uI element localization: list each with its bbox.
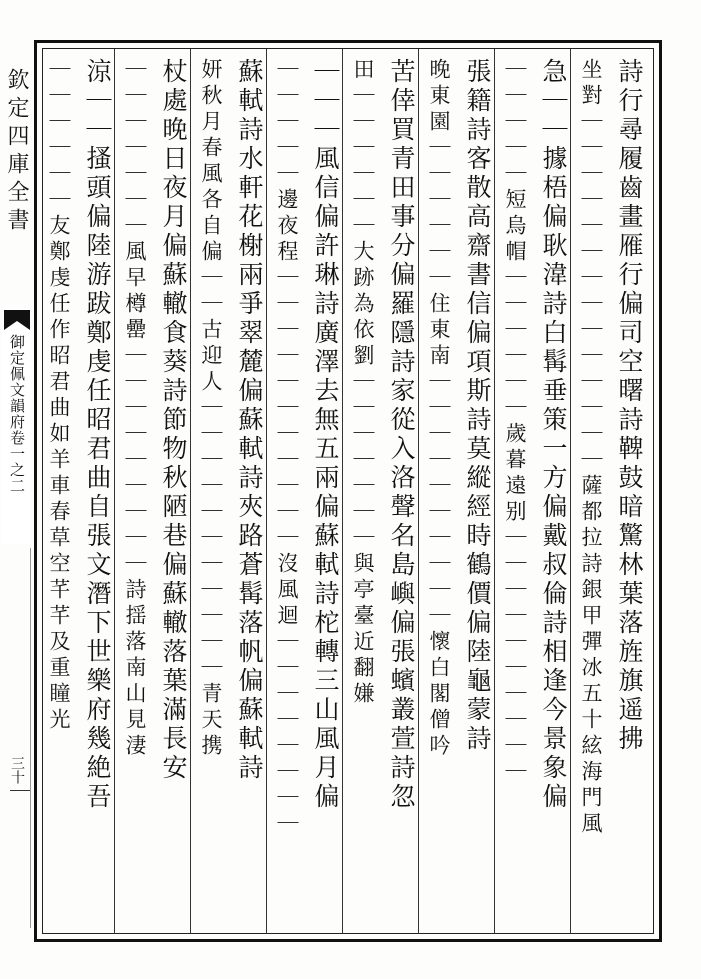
margin-chapter-label: 御定佩文韻府卷一之二 [8,334,26,494]
column-rule [342,49,343,933]
text-column: 苦倖買青田事分偏羅隱詩家從入洛聲名島嶼偏張蠙叢萱詩忽 [387,58,416,812]
text-column: 張籍詩客散高齋書信偏項斯詩莫縱經時鶴價偏陸龜蒙詩 [463,58,492,754]
text-column: 涼｜｜搔頭偏陸游跋鄭虔任昭君曲自張文潛下世樂府幾絶吾 [83,58,112,812]
column-rule [570,49,571,933]
margin-divider [10,790,30,791]
text-column: ｜｜｜｜｜邊夜程｜｜｜｜｜｜｜｜｜｜｜沒風迴｜｜｜｜｜｜｜｜ [275,58,299,838]
column-rule [266,49,267,933]
text-column: 田｜｜｜｜｜｜大跡為依劉｜｜｜｜｜｜｜與亭臺近翻嫌 [351,58,375,708]
text-column: 蘇軾詩水軒花榭兩爭翠麓偏蘇軾詩夾路蒼髯落帆偏蘇軾詩 [235,58,264,783]
text-column: ｜｜｜風信偏許琳詩廣澤去無五兩偏蘇軾詩柁轉三山風月偏 [311,58,340,812]
text-column: ｜｜｜｜｜｜友鄭虔任作昭君曲如羊車春草空芊芊及重瞳光 [47,58,71,734]
margin-page-number: 三十 [9,756,25,784]
text-column: 急｜｜據梧偏耿湋詩白髯垂策一方偏戴叔倫詩相逢今景象偏 [539,58,568,812]
column-rule [418,49,419,933]
text-column: ｜｜｜｜｜短烏帽｜｜｜｜｜｜歲暮遠别｜｜｜｜｜｜｜｜｜｜ [503,58,527,786]
text-column: ｜｜｜｜｜｜｜風早樽罍｜｜｜｜｜｜｜｜｜詩揺落南山見淒 [123,58,147,760]
margin-vertical-line [30,548,31,928]
text-column: 詩行尋履齒畫雁行偏司空曙詩鞞鼓暗驚林葉落旌旗遥拂 [615,58,644,754]
column-rule [190,49,191,933]
text-column: 妍秋月春風各自偏｜｜古迎人｜｜｜｜｜｜｜｜｜｜｜青天携 [199,58,223,760]
text-column: 坐對｜｜｜｜｜｜｜｜｜｜｜｜｜｜薩都拉詩銀甲彈冰五十絃海門風 [579,58,603,838]
margin-book-title: 欽定四庫全書 [4,68,29,236]
column-rule [114,49,115,933]
text-column: 杖處晚日夜月偏蘇轍食葵詩節物秋陋巷偏蘇轍落葉滿長安 [159,58,188,783]
text-column: 晚東園｜｜｜｜｜｜住東南｜｜｜｜｜｜｜｜｜｜懷白閣僧吟 [427,58,451,760]
column-rule [494,49,495,933]
